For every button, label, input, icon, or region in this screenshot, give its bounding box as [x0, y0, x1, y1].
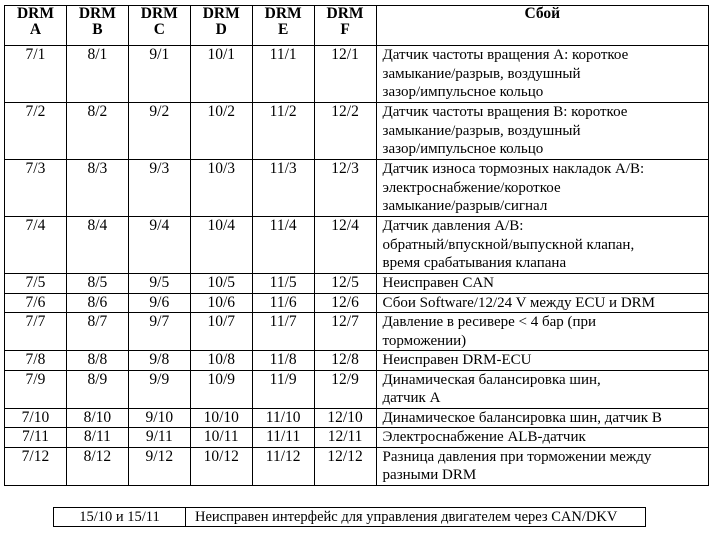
- code-drm-a: 7/9: [5, 370, 67, 408]
- fault-code-table: [4, 5, 709, 486]
- table-row: [5, 160, 709, 217]
- code-drm-c: 9/9: [128, 370, 190, 408]
- header-drm-c: DRM C: [128, 6, 190, 46]
- table-row: [5, 46, 709, 103]
- code-drm-d: 10/6: [190, 293, 252, 313]
- code-drm-c: 9/11: [128, 428, 190, 448]
- table-row: [5, 103, 709, 160]
- code-drm-a: 7/5: [5, 274, 67, 294]
- fault-description-line: торможении): [382, 332, 467, 349]
- code-drm-d: 10/1: [190, 46, 252, 103]
- code-drm-e: 11/1: [252, 46, 314, 103]
- code-drm-c: 9/7: [128, 313, 190, 351]
- code-drm-d: 10/4: [190, 217, 252, 274]
- code-drm-a: 7/6: [5, 293, 67, 313]
- fault-description: [376, 217, 708, 274]
- code-drm-c: 9/5: [128, 274, 190, 294]
- fault-description-line: Неисправен DRM-ECU: [382, 352, 532, 368]
- footer-table: [53, 507, 646, 527]
- fault-description-line: обратный/впускной/выпускной клапан,: [382, 236, 635, 253]
- header-row: [5, 6, 709, 46]
- code-drm-d: 10/10: [190, 408, 252, 428]
- fault-description: [376, 103, 708, 160]
- code-drm-a: 7/3: [5, 160, 67, 217]
- fault-description-line: время срабатывания клапана: [382, 255, 567, 271]
- code-drm-a: 7/4: [5, 217, 67, 274]
- code-drm-a: 7/8: [5, 351, 67, 371]
- code-drm-e: 11/10: [252, 408, 314, 428]
- code-drm-c: 9/4: [128, 217, 190, 274]
- code-drm-e: 11/5: [252, 274, 314, 294]
- code-drm-b: 8/9: [66, 370, 128, 408]
- code-drm-e: 11/3: [252, 160, 314, 217]
- code-drm-f: 12/8: [314, 351, 376, 371]
- code-drm-a: 7/2: [5, 103, 67, 160]
- code-drm-b: 8/2: [66, 103, 128, 160]
- code-drm-f: 12/5: [314, 274, 376, 294]
- table-row: [5, 351, 709, 371]
- footer-description: Неисправен интерфейс для управления двигателем через CAN/DKV: [186, 508, 646, 527]
- code-drm-c: 9/6: [128, 293, 190, 313]
- fault-description-line: Датчик износа тормозных накладок A/B:: [382, 161, 645, 177]
- fault-description-line: разными DRM: [382, 467, 477, 483]
- fault-description: [376, 46, 708, 103]
- code-drm-f: 12/6: [314, 293, 376, 313]
- code-drm-c: 9/1: [128, 46, 190, 103]
- code-drm-f: 12/2: [314, 103, 376, 160]
- fault-description-line: Датчик давления A/B:: [382, 218, 524, 234]
- code-drm-d: 10/7: [190, 313, 252, 351]
- code-drm-e: 11/12: [252, 447, 314, 485]
- code-drm-d: 10/3: [190, 160, 252, 217]
- header-drm-a: DRM A: [5, 6, 67, 46]
- code-drm-e: 11/11: [252, 428, 314, 448]
- fault-description: [376, 408, 708, 428]
- code-drm-e: 11/2: [252, 103, 314, 160]
- header-drm-b: DRM B: [66, 6, 128, 46]
- header-drm-d: DRM D: [190, 6, 252, 46]
- fault-description-line: Динамическое балансировка шин, датчик B: [382, 409, 662, 426]
- fault-description-line: Разница давления при торможении между: [382, 448, 652, 465]
- code-drm-c: 9/3: [128, 160, 190, 217]
- header-drm-f: DRM F: [314, 6, 376, 46]
- code-drm-b: 8/12: [66, 447, 128, 485]
- code-drm-f: 12/12: [314, 447, 376, 485]
- fault-description: [376, 351, 708, 371]
- fault-description-line: электроснабжение/короткое: [382, 179, 561, 196]
- fault-description: [376, 370, 708, 408]
- code-drm-d: 10/11: [190, 428, 252, 448]
- table-row: [5, 293, 709, 313]
- table-row: [5, 447, 709, 485]
- code-drm-a: 7/12: [5, 447, 67, 485]
- code-drm-f: 12/4: [314, 217, 376, 274]
- fault-description-line: замыкание/разрыв/сигнал: [382, 198, 548, 214]
- header-fault: Сбой: [376, 6, 708, 46]
- code-drm-f: 12/11: [314, 428, 376, 448]
- fault-description-line: Сбои Software/12/24 V между ECU и DRM: [382, 294, 655, 311]
- fault-description-line: датчик A: [382, 390, 441, 406]
- code-drm-a: 7/1: [5, 46, 67, 103]
- code-drm-a: 7/11: [5, 428, 67, 448]
- code-drm-b: 8/7: [66, 313, 128, 351]
- code-drm-e: 11/8: [252, 351, 314, 371]
- code-drm-f: 12/1: [314, 46, 376, 103]
- fault-description-line: Давление в ресивере < 4 бар (при: [382, 314, 597, 330]
- code-drm-d: 10/8: [190, 351, 252, 371]
- code-drm-f: 12/7: [314, 313, 376, 351]
- header-drm-e: DRM E: [252, 6, 314, 46]
- code-drm-b: 8/8: [66, 351, 128, 371]
- fault-description-line: Электроснабжение ALB-датчик: [382, 429, 586, 445]
- code-drm-c: 9/8: [128, 351, 190, 371]
- code-drm-b: 8/5: [66, 274, 128, 294]
- table-body: [5, 46, 709, 486]
- code-drm-f: 12/10: [314, 408, 376, 428]
- code-drm-e: 11/9: [252, 370, 314, 408]
- code-drm-f: 12/9: [314, 370, 376, 408]
- fault-description-line: замыкание/разрыв, воздушный: [382, 65, 581, 82]
- fault-description-line: Датчик частоты вращения A: короткое: [382, 47, 629, 63]
- code-drm-f: 12/3: [314, 160, 376, 217]
- fault-description-line: зазор/импульсное кольцо: [382, 84, 544, 100]
- fault-description-line: зазор/импульсное кольцо: [382, 141, 544, 157]
- table-row: [5, 370, 709, 408]
- code-drm-b: 8/11: [66, 428, 128, 448]
- code-drm-c: 9/12: [128, 447, 190, 485]
- code-drm-d: 10/9: [190, 370, 252, 408]
- fault-description-line: Датчик частоты вращения B: короткое: [382, 104, 628, 120]
- fault-description: [376, 274, 708, 294]
- code-drm-e: 11/4: [252, 217, 314, 274]
- fault-description: [376, 428, 708, 448]
- code-drm-b: 8/6: [66, 293, 128, 313]
- code-drm-c: 9/2: [128, 103, 190, 160]
- code-drm-d: 10/12: [190, 447, 252, 485]
- code-drm-d: 10/2: [190, 103, 252, 160]
- table-row: [5, 274, 709, 294]
- fault-description-line: Динамическая балансировка шин,: [382, 371, 601, 388]
- fault-description-line: замыкание/разрыв, воздушный: [382, 122, 581, 139]
- fault-description: [376, 447, 708, 485]
- footer-row: [54, 508, 646, 527]
- code-drm-b: 8/10: [66, 408, 128, 428]
- fault-description-line: Неисправен CAN: [382, 275, 494, 291]
- footer-code: 15/10 и 15/11: [54, 508, 186, 527]
- table-row: [5, 217, 709, 274]
- table-row: [5, 313, 709, 351]
- code-drm-a: 7/10: [5, 408, 67, 428]
- code-drm-a: 7/7: [5, 313, 67, 351]
- code-drm-d: 10/5: [190, 274, 252, 294]
- code-drm-c: 9/10: [128, 408, 190, 428]
- table-row: [5, 428, 709, 448]
- table-row: [5, 408, 709, 428]
- code-drm-e: 11/7: [252, 313, 314, 351]
- code-drm-b: 8/1: [66, 46, 128, 103]
- fault-description: [376, 160, 708, 217]
- fault-description: [376, 313, 708, 351]
- code-drm-e: 11/6: [252, 293, 314, 313]
- code-drm-b: 8/4: [66, 217, 128, 274]
- code-drm-b: 8/3: [66, 160, 128, 217]
- fault-description: [376, 293, 708, 313]
